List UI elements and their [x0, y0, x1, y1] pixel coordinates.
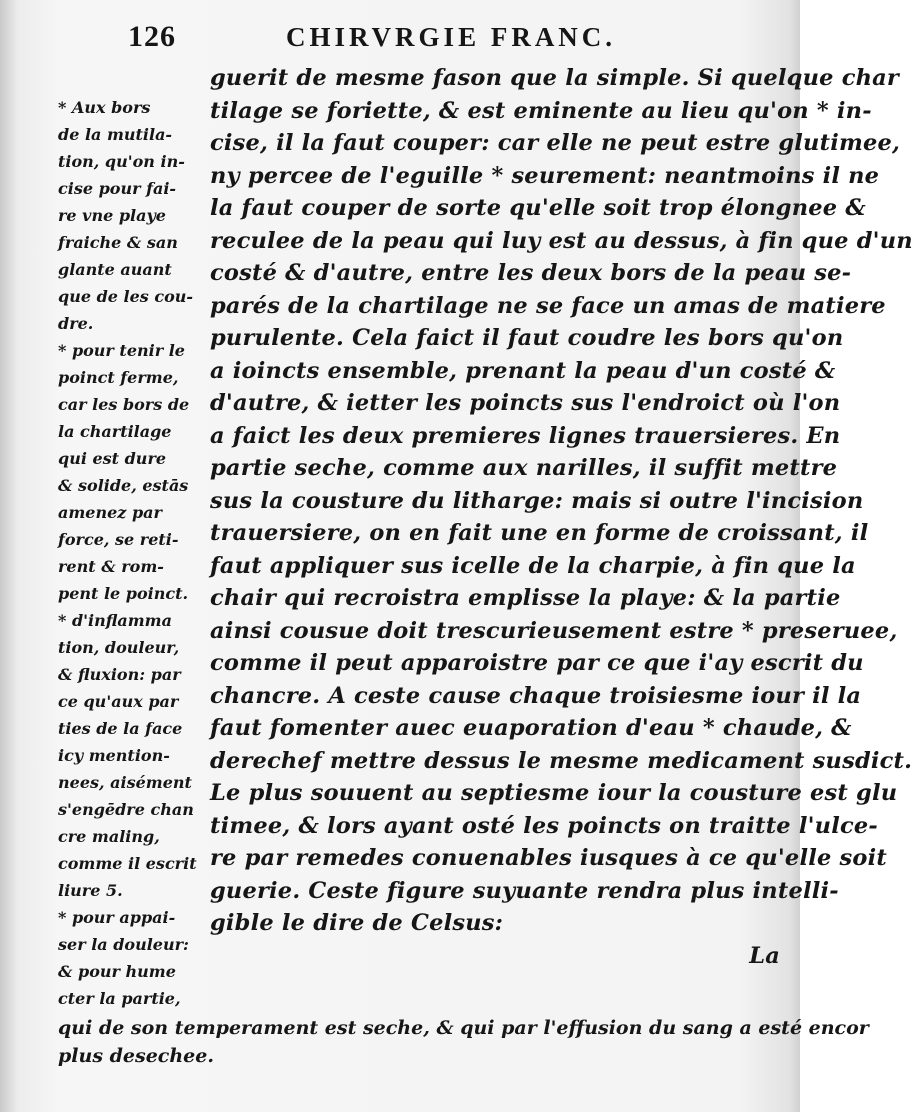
margin-note-line: de la mutila-	[58, 125, 173, 144]
body-text-line: faut fomenter auec euaporation d'eau * chaude, &	[210, 715, 852, 741]
margin-note-line: liure 5.	[58, 881, 123, 900]
margin-note-line: tion, douleur,	[58, 638, 180, 657]
margin-note-line: * d'inflamma	[58, 611, 172, 630]
body-text-line: timee, & lors ayant osté les poincts on traitte l'ulce-	[210, 812, 878, 839]
body-text-line: Le plus souuent au septiesme iour la cousture est glu	[210, 780, 898, 806]
margin-note-line: s'engēdre chan	[58, 800, 194, 819]
margin-note-line: poinct ferme,	[58, 368, 179, 387]
body-text-line: partie seche, comme aux narilles, il suffit mettre	[210, 455, 838, 481]
body-text-line: gible le dire de Celsus:	[210, 910, 504, 936]
margin-note-line: amenez par	[58, 503, 162, 522]
margin-note-line: icy mention-	[58, 746, 170, 765]
margin-note-line: rent & rom-	[58, 557, 164, 576]
margin-note-line: cter la partie,	[58, 989, 181, 1008]
margin-note-line: pent le poinct.	[58, 584, 189, 603]
margin-note-line: ties de la face	[58, 719, 183, 738]
margin-note-line: * pour tenir le	[58, 341, 185, 360]
margin-note-line: comme il escrit	[58, 854, 197, 873]
body-text-line: re par remedes conuenables iusques à ce qu'elle soit	[210, 845, 887, 871]
main-text-block	[210, 62, 913, 972]
margin-note-line: fraiche & san	[58, 233, 178, 252]
margin-note-line: ce qu'aux par	[58, 692, 179, 711]
margin-note-line: force, se reti-	[58, 530, 179, 549]
body-text-line: d'autre, & ietter les poincts sus l'endroict où l'on	[210, 390, 841, 416]
body-text-line: ainsi cousue doit trescurieusement estre * preseruee,	[210, 617, 898, 644]
margin-note-line: glante auant	[58, 260, 172, 279]
margin-note-line: & pour hume	[58, 962, 176, 981]
margin-note-line: & fluxion: par	[58, 665, 181, 684]
body-text-line: trauersiere, on en fait une en forme de croissant, il	[210, 520, 869, 546]
page-number: 126	[128, 20, 176, 53]
body-text-line: a ioincts ensemble, prenant la peau d'un costé &	[210, 357, 836, 384]
margin-note-line: ser la douleur:	[58, 935, 189, 954]
margin-note-line: car les bors de	[58, 395, 190, 414]
body-text-line: chancre. A ceste cause chaque troisiesme iour il la	[210, 682, 862, 709]
margin-note-line: qui est dure	[58, 449, 167, 468]
bottom-text-line: plus desechee.	[58, 1045, 214, 1067]
body-text-line: tilage se foriette, & est eminente au lieu qu'on * in-	[210, 97, 872, 124]
margin-note-line: & solide, estās	[58, 476, 189, 495]
body-text-line: parés de la chartilage ne se face un amas de matiere	[210, 292, 886, 319]
margin-note-line: * Aux bors	[58, 98, 151, 117]
margin-note-line: la chartilage	[58, 422, 172, 441]
body-text-line: derechef mettre dessus le mesme medicament susdict.	[210, 747, 913, 774]
body-text-line: reculee de la peau qui luy est au dessus, à fin que d'un	[210, 227, 913, 254]
page-header	[0, 18, 800, 58]
body-text-line: comme il peut apparoistre par ce que i'ay escrit du	[210, 650, 864, 676]
margin-note-line: cre maling,	[58, 827, 160, 846]
margin-notes	[58, 94, 208, 1012]
bottom-text-block	[58, 1014, 869, 1070]
margin-note-line: cise pour fai-	[58, 179, 177, 198]
body-text-line: faut appliquer sus icelle de la charpie, à fin que la	[210, 552, 856, 579]
body-text-line: la faut couper de sorte qu'elle soit trop élongnee &	[210, 195, 866, 221]
body-text-line: guerie. Ceste figure suyuante rendra plus intelli-	[210, 877, 839, 904]
body-text-line: costé & d'autre, entre les deux bors de la peau se-	[210, 260, 852, 286]
margin-note-line: dre.	[58, 314, 94, 333]
body-text-line: purulente. Cela faict il faut coudre les bors qu'on	[210, 325, 844, 351]
catchword: La	[749, 942, 780, 969]
margin-note-line: tion, qu'on in-	[58, 152, 185, 171]
margin-note-line: nees, aisément	[58, 773, 192, 792]
margin-note-line: * pour appai-	[58, 908, 176, 927]
margin-note-line: que de les cou-	[58, 287, 194, 306]
body-text-line: sus la cousture du litharge: mais si outre l'incision	[210, 487, 864, 514]
body-text-line: ny percee de l'eguille * seurement: neantmoins il ne	[210, 162, 880, 189]
body-text-line: a faict les deux premieres lignes trauersieres. En	[210, 422, 841, 449]
body-text-line: guerit de mesme fason que la simple. Si quelque char	[210, 65, 899, 91]
bottom-text-line: qui de son temperament est seche, & qui par l'effusion du sang a esté encor	[58, 1017, 869, 1039]
body-text-line: chair qui recroistra emplisse la playe: & la partie	[210, 585, 841, 611]
body-text-line: cise, il la faut couper: car elle ne peut estre glutimee,	[210, 130, 901, 156]
margin-note-line: re vne playe	[58, 206, 166, 225]
running-title: CHIRVRGIE FRANC.	[286, 22, 617, 52]
